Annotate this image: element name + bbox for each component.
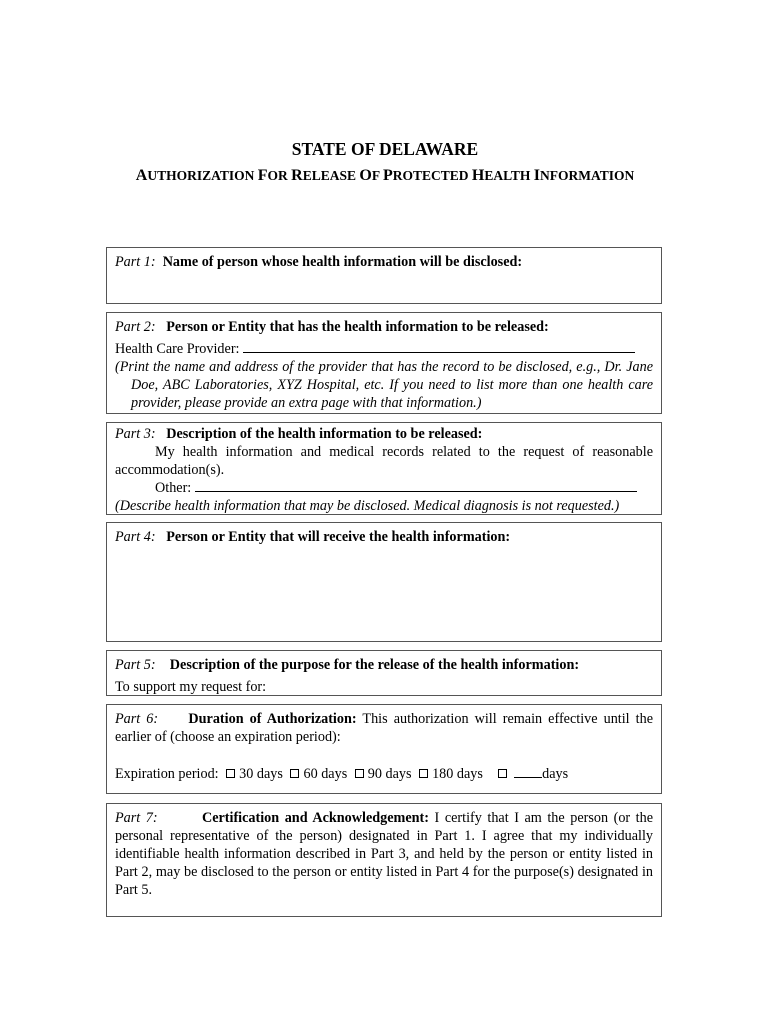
part3-body: My health information and medical records related to the request of reasonable accommodation(s). [115,444,653,478]
option-30-days: 30 days [239,766,283,782]
part5-section [106,650,662,696]
custom-days-suffix: days [542,766,569,782]
part1-heading: Name of person whose health information will be disclosed: [162,254,523,270]
custom-days-field[interactable] [514,765,542,778]
part3-instructions: (Describe health information that may be disclosed. Medical diagnosis is not requested.) [115,498,620,514]
subtitle-word: FOR [257,167,288,184]
document-title: STATE OF DELAWARE [291,139,479,159]
part5-label: Part 5: [115,657,156,673]
subtitle-word: INFORMATION [533,167,635,184]
part2-instructions: (Print the name and address of the provider that has the record to be disclosed, e.g., Dr. Jane Doe, ABC Laboratories, XYZ Hospital, etc. If you need to list more than one health care provider, please provide an extra page with that information.) [115,359,653,411]
part3-label: Part 3: [115,426,156,442]
subtitle-word: AUTHORIZATION [135,167,255,184]
part3-section [106,422,662,515]
part2-section [106,312,662,414]
part7-label: Part 7: [115,810,158,826]
part4-label: Part 4: [115,529,156,545]
part6-label: Part 6: [115,711,159,727]
other-label: Other: [155,480,192,496]
expiration-options [115,765,653,783]
other-field[interactable] [195,479,637,492]
provider-label: Health Care Provider: [115,341,240,357]
option-180-days: 180 days [432,766,483,782]
option-60-days: 60 days [303,766,348,782]
part4-section [106,522,662,642]
subtitle-word: RELEASE [291,167,356,184]
checkbox-custom-days[interactable] [498,769,507,778]
part7-section [106,803,662,917]
part6-section [106,704,662,794]
subtitle-word: HEALTH [471,167,531,184]
checkbox-180-days[interactable] [419,769,428,778]
part7-body: I certify that I am the person (or the personal representative of the person) designated in Part 1. I agree that my individually identifiable health information described in Part 3, and held by the person or entity listed in Part 2, may be disclosed to the person or entity listed in Part 4 for the purpose(s) designated in Part 5. [115,810,654,898]
expiration-label: Expiration period: [115,766,219,782]
part7-heading: Certification and Acknowledgement: [201,810,429,826]
part3-heading: Description of the health information to be released: [166,426,483,442]
checkbox-30-days[interactable] [226,769,235,778]
document-subtitle [0,167,770,185]
part6-body: This authorization will remain effective until the earlier of (choose an expiration period): [115,711,654,745]
part1-label: Part 1: [115,254,156,270]
part4-heading: Person or Entity that will receive the health information: [166,529,511,545]
option-90-days: 90 days [367,766,412,782]
subtitle-word: PROTECTED [382,167,469,184]
part5-heading: Description of the purpose for the release of the health information: [169,657,580,673]
checkbox-90-days[interactable] [355,769,364,778]
part6-heading: Duration of Authorization: [188,711,357,727]
part2-heading: Person or Entity that has the health information to be released: [166,319,549,335]
part5-body: To support my request for: [115,679,267,695]
checkbox-60-days[interactable] [290,769,299,778]
part1-section [106,247,662,304]
part2-label: Part 2: [115,319,156,335]
subtitle-word: OF [359,167,380,184]
provider-field[interactable] [243,340,635,353]
